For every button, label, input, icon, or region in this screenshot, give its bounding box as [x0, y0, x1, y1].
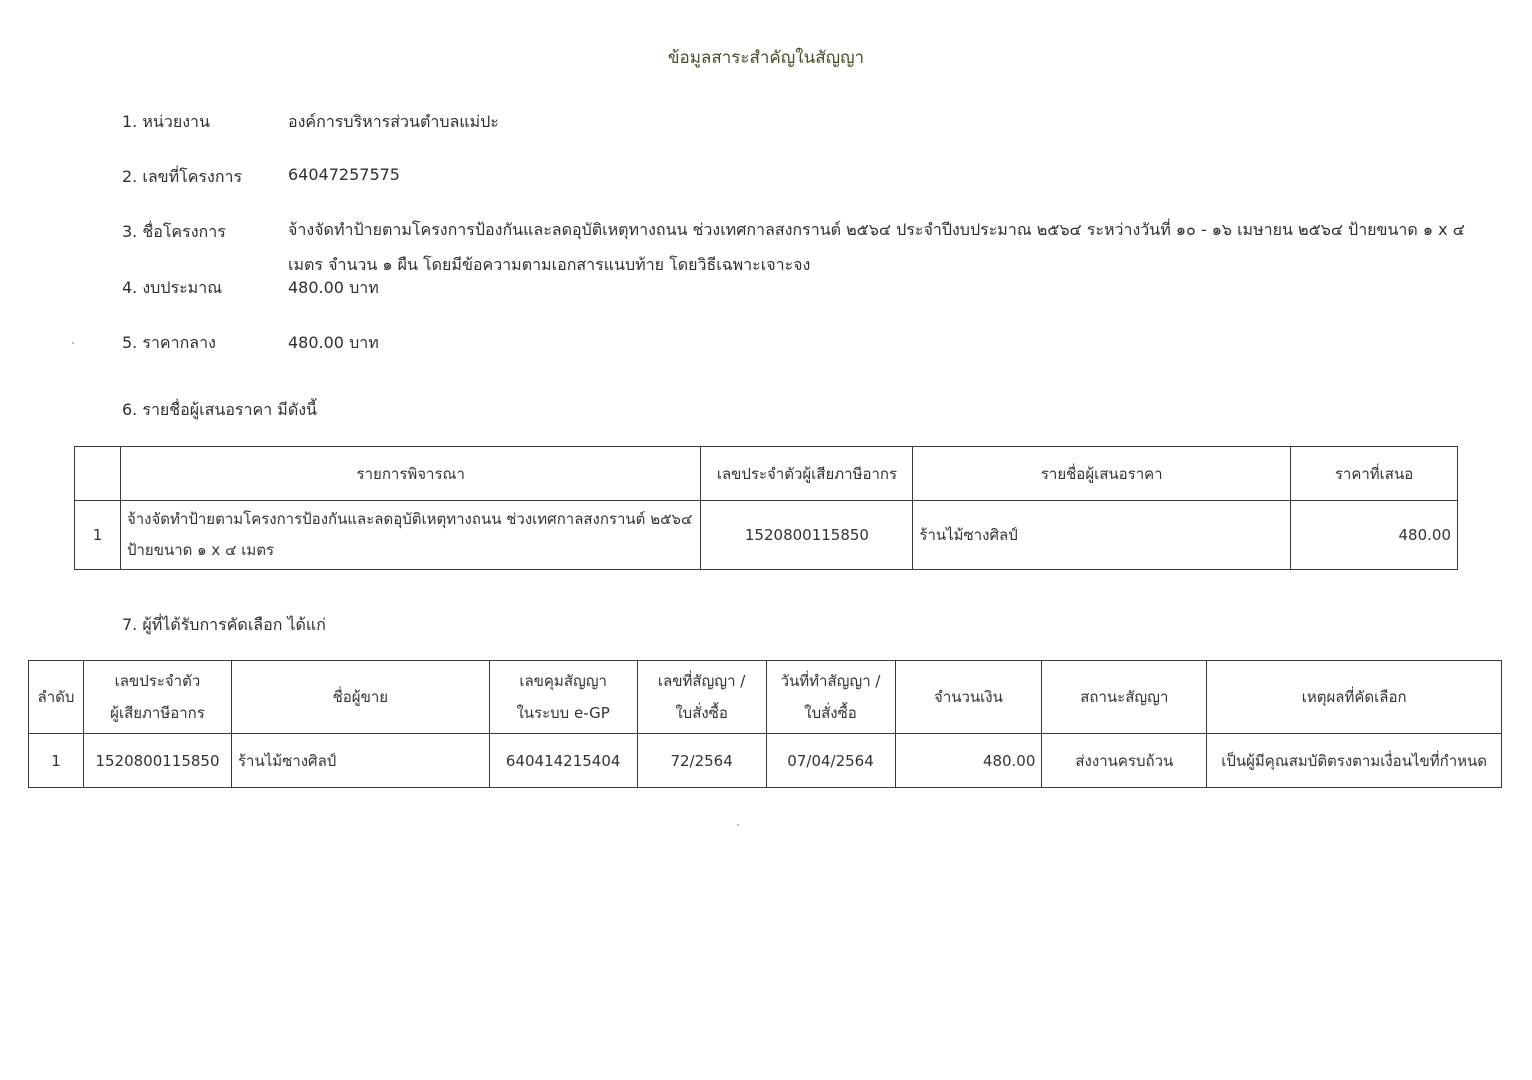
cell-tax-id: 1520800115850: [83, 734, 231, 788]
field-value: จ้างจัดทำป้ายตามโครงการป้องกันและลดอุบัติเหตุทางถนน ช่วงเทศกาลสงกรานต์ ๒๕๖๔ ประจำปีงบประมาณ ๒๕๖๔ ระหว่างวันที่ ๑๐ - ๑๖ เมษายน ๒๕๖๔ ป้ายขนาด ๑ x ๔ เมตร จำนวน ๑ ผืน โดยมีข้อความตามเอกสารแนบท้าย โดยวิธีเฉพาะเจาะจง: [288, 220, 1465, 274]
table-header-row: [75, 447, 1458, 501]
column-header-status: สถานะสัญญา: [1042, 661, 1207, 734]
column-header-contract-date: วันที่ทำสัญญา / ใบสั่งซื้อ: [766, 661, 895, 734]
column-header-amount: จำนวนเงิน: [895, 661, 1042, 734]
field-label: 1. หน่วยงาน: [122, 112, 210, 131]
cell-contract-no: 72/2564: [637, 734, 766, 788]
column-header-price: ราคาที่เสนอ: [1291, 447, 1458, 501]
column-header-bidder: รายชื่อผู้เสนอราคา: [913, 447, 1291, 501]
cell-seller: ร้านไม้ซางศิลป์: [231, 734, 489, 788]
field-value: 480.00 บาท: [288, 278, 379, 297]
field-label: 5. ราคากลาง: [122, 333, 216, 352]
cell-tax-id: 1520800115850: [701, 501, 913, 570]
bidders-table: [74, 446, 1458, 570]
table-header-row: [29, 661, 1502, 734]
field-label: 4. งบประมาณ: [122, 278, 223, 297]
field-value: 480.00 บาท: [288, 333, 379, 352]
column-header-egp-no: เลขคุมสัญญา ในระบบ e-GP: [489, 661, 637, 734]
cell-reason: เป็นผู้มีคุณสมบัติตรงตามเงื่อนไขที่กำหนด: [1207, 734, 1502, 788]
table-row: [29, 734, 1502, 788]
column-header-reason: เหตุผลที่คัดเลือก: [1207, 661, 1502, 734]
field-value: องค์การบริหารส่วนตำบลแม่ปะ: [288, 112, 499, 131]
column-header-seller: ชื่อผู้ขาย: [231, 661, 489, 734]
winner-heading: 7. ผู้ที่ได้รับการคัดเลือก ได้แก่: [122, 615, 326, 634]
column-header-no: [75, 447, 121, 501]
document-title: ข้อมูลสาระสำคัญในสัญญา: [667, 48, 865, 68]
field-value: 64047257575: [288, 165, 400, 184]
scan-speck: [737, 824, 739, 826]
column-header-tax-id: เลขประจำตัวผู้เสียภาษีอากร: [701, 447, 913, 501]
cell-status: ส่งงานครบถ้วน: [1042, 734, 1207, 788]
column-header-tax-id: เลขประจำตัว ผู้เสียภาษีอากร: [83, 661, 231, 734]
cell-no: 1: [75, 501, 121, 570]
table-row: [75, 501, 1458, 570]
cell-amount: 480.00: [895, 734, 1042, 788]
cell-item: จ้างจัดทำป้ายตามโครงการป้องกันและลดอุบัติเหตุทางถนน ช่วงเทศกาลสงกรานต์ ๒๕๖๔ ป้ายขนาด ๑ x ๔ เมตร: [120, 501, 701, 570]
cell-contract-date: 07/04/2564: [766, 734, 895, 788]
cell-price: 480.00: [1291, 501, 1458, 570]
cell-egp-no: 640414215404: [489, 734, 637, 788]
bidders-heading: 6. รายชื่อผู้เสนอราคา มีดังนี้: [122, 400, 317, 419]
column-header-contract-no: เลขที่สัญญา / ใบสั่งซื้อ: [637, 661, 766, 734]
field-label: 2. เลขที่โครงการ: [122, 167, 243, 186]
scan-speck: [72, 342, 74, 344]
column-header-no: ลำดับ: [29, 661, 84, 734]
field-label: 3. ชื่อโครงการ: [122, 222, 226, 241]
winner-table: [28, 660, 1502, 788]
cell-no: 1: [29, 734, 84, 788]
column-header-item: รายการพิจารณา: [120, 447, 701, 501]
cell-bidder: ร้านไม้ซางศิลป์: [913, 501, 1291, 570]
